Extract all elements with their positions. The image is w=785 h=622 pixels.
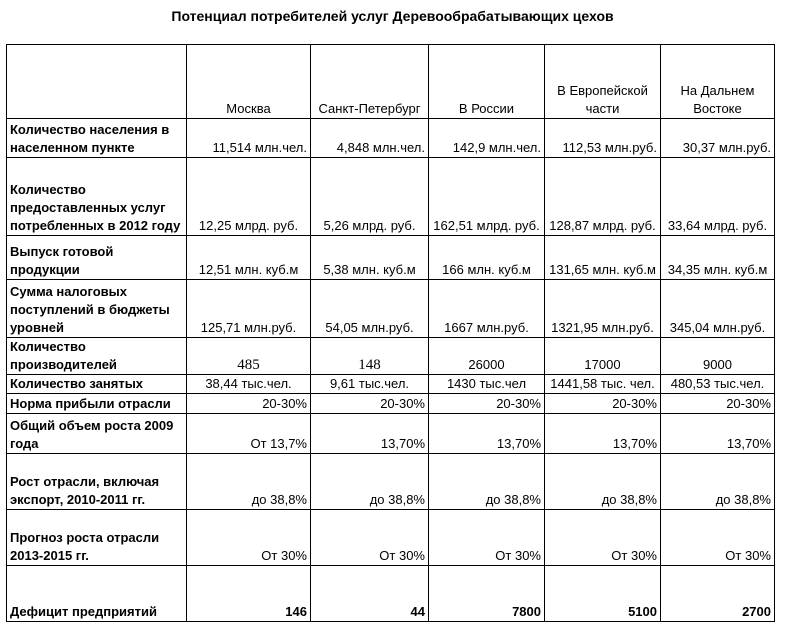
data-table <box>6 44 775 622</box>
table-cell: От 13,7% <box>187 414 311 454</box>
header-row <box>7 45 775 119</box>
table-cell: 345,04 млн.руб. <box>661 280 775 338</box>
table-row <box>7 158 775 236</box>
header-far-east: На Дальнем Востоке <box>661 45 775 119</box>
table-cell: От 30% <box>429 510 545 566</box>
table-cell: 146 <box>187 566 311 622</box>
table-cell: 131,65 млн. куб.м <box>545 236 661 280</box>
table-cell: 9000 <box>661 338 775 375</box>
row-label: Количество населения в населенном пункте <box>7 119 187 158</box>
table-cell: до 38,8% <box>661 454 775 510</box>
row-label: Сумма налоговых поступлений в бюджеты уровней <box>7 280 187 338</box>
table-cell: 162,51 млрд. руб. <box>429 158 545 236</box>
table-cell: 2700 <box>661 566 775 622</box>
header-spb: Санкт-Петербург <box>311 45 429 119</box>
table-cell: 13,70% <box>311 414 429 454</box>
table-cell: 34,35 млн. куб.м <box>661 236 775 280</box>
table-cell: От 30% <box>187 510 311 566</box>
table-cell: 1441,58 тыс. чел. <box>545 375 661 394</box>
header-moscow: Москва <box>187 45 311 119</box>
table-cell: до 38,8% <box>545 454 661 510</box>
table-cell: 166 млн. куб.м <box>429 236 545 280</box>
table-cell: 142,9 млн.чел. <box>429 119 545 158</box>
table-cell: От 30% <box>661 510 775 566</box>
table-cell: 485 <box>187 338 311 375</box>
table-cell: 4,848 млн.чел. <box>311 119 429 158</box>
table-cell: до 38,8% <box>187 454 311 510</box>
table-cell: 54,05 млн.руб. <box>311 280 429 338</box>
table-row <box>7 510 775 566</box>
page-title: Потенциал потребителей услуг Деревообрабатывающих цехов <box>171 8 614 24</box>
header-europe: В Европейской части <box>545 45 661 119</box>
table-cell: 38,44 тыс.чел. <box>187 375 311 394</box>
table-cell: 5100 <box>545 566 661 622</box>
header-empty <box>7 45 187 119</box>
row-label: Норма прибыли отрасли <box>7 394 187 414</box>
table-cell: до 38,8% <box>429 454 545 510</box>
table-cell: 33,64 млрд. руб. <box>661 158 775 236</box>
table-cell: 44 <box>311 566 429 622</box>
table-cell: 13,70% <box>661 414 775 454</box>
table-cell: 125,71 млн.руб. <box>187 280 311 338</box>
table-cell: 13,70% <box>429 414 545 454</box>
table-cell: 20-30% <box>311 394 429 414</box>
table-cell: 1667 млн.руб. <box>429 280 545 338</box>
table-cell: 17000 <box>545 338 661 375</box>
row-label: Дефицит предприятий <box>7 566 187 622</box>
table-cell: 30,37 млн.руб. <box>661 119 775 158</box>
table-row <box>7 454 775 510</box>
table-cell: 128,87 млрд. руб. <box>545 158 661 236</box>
header-russia: В России <box>429 45 545 119</box>
table-cell: 12,25 млрд. руб. <box>187 158 311 236</box>
row-label: Общий объем роста 2009 года <box>7 414 187 454</box>
table-cell: 13,70% <box>545 414 661 454</box>
row-label: Рост отрасли, включая экспорт, 2010-2011 гг. <box>7 454 187 510</box>
row-label: Прогноз роста отрасли 2013-2015 гг. <box>7 510 187 566</box>
table-cell: 26000 <box>429 338 545 375</box>
table-row <box>7 236 775 280</box>
table-cell: 480,53 тыс.чел. <box>661 375 775 394</box>
table-cell: 148 <box>311 338 429 375</box>
table-row <box>7 394 775 414</box>
table-cell: От 30% <box>311 510 429 566</box>
table-cell: 1430 тыс.чел <box>429 375 545 394</box>
table-cell: 11,514 млн.чел. <box>187 119 311 158</box>
table-cell: 20-30% <box>187 394 311 414</box>
table-cell: 5,26 млрд. руб. <box>311 158 429 236</box>
table-row <box>7 414 775 454</box>
table-cell: 7800 <box>429 566 545 622</box>
table-cell: 112,53 млн.руб. <box>545 119 661 158</box>
table-cell: 20-30% <box>661 394 775 414</box>
table-cell: 9,61 тыс.чел. <box>311 375 429 394</box>
table-cell: 5,38 млн. куб.м <box>311 236 429 280</box>
table-row <box>7 375 775 394</box>
table-cell: 20-30% <box>429 394 545 414</box>
row-label: Выпуск готовой продукции <box>7 236 187 280</box>
table-cell: 12,51 млн. куб.м <box>187 236 311 280</box>
table-row <box>7 119 775 158</box>
table-cell: От 30% <box>545 510 661 566</box>
table-row <box>7 280 775 338</box>
table-row <box>7 566 775 622</box>
table-cell: 1321,95 млн.руб. <box>545 280 661 338</box>
table-cell: до 38,8% <box>311 454 429 510</box>
table-cell: 20-30% <box>545 394 661 414</box>
row-label: Количество производителей <box>7 338 187 375</box>
row-label: Количество занятых <box>7 375 187 394</box>
row-label: Количество предоставленных услуг потребленных в 2012 году <box>7 158 187 236</box>
table-row <box>7 338 775 375</box>
